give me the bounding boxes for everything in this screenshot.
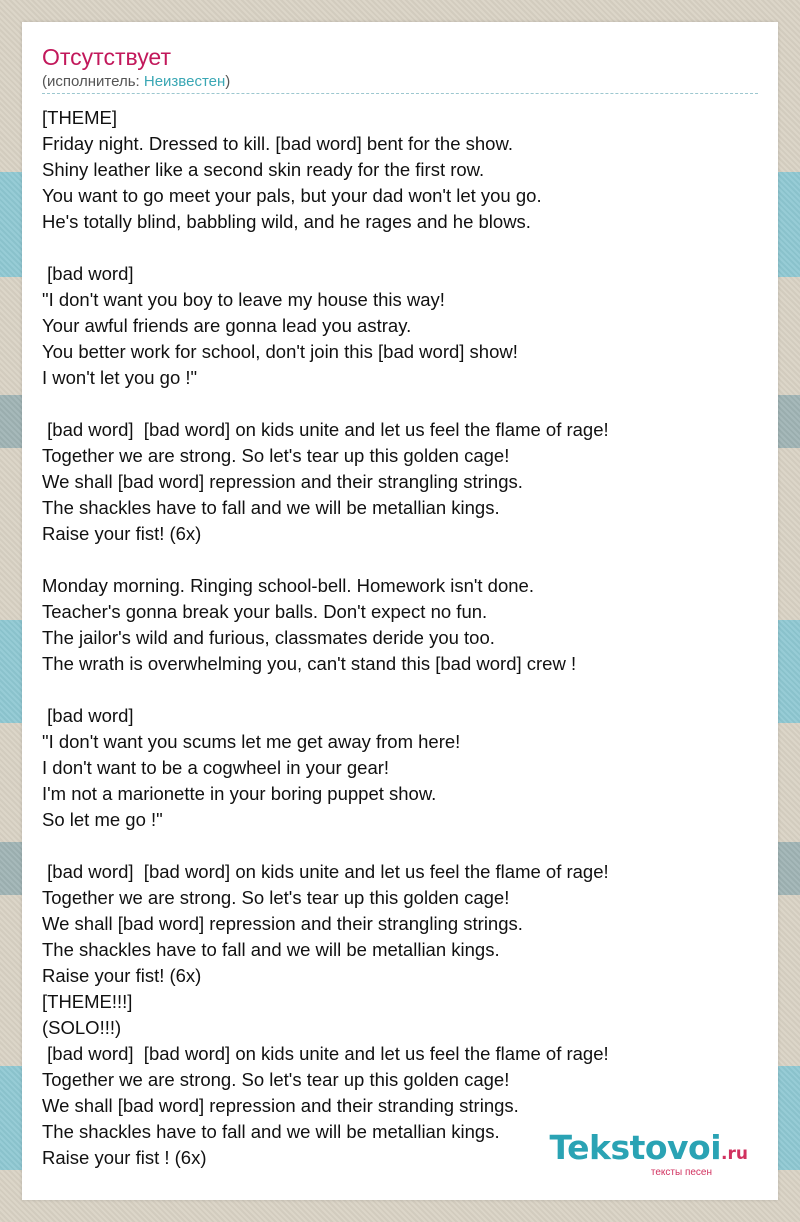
lyric-line: Together we are strong. So let's tear up this golden cage! [42,887,510,908]
logo-name: Tekstovoi [549,1128,722,1167]
lyrics-card [22,22,778,1200]
lyric-line: The shackles have to fall and we will be metallian kings. [42,939,500,960]
lyric-line: Teacher's gonna break your balls. Don't expect no fun. [42,601,488,622]
lyric-line: You want to go meet your pals, but your dad won't let you go. [42,185,542,206]
lyric-line: Shiny leather like a second skin ready for the first row. [42,159,485,180]
lyric-line: [THEME] [42,107,118,128]
lyric-line: I won't let you go !" [42,367,198,388]
lyric-line: Friday night. Dressed to kill. [bad word] bent for the show. [42,133,513,154]
artist-prefix: (исполнитель: [42,73,144,90]
lyric-line: The wrath is overwhelming you, can't stand this [bad word] crew ! [42,653,577,674]
lyric-line: "I don't want you scums let me get away from here! [42,731,461,752]
lyric-line: We shall [bad word] repression and their strangling strings. [42,913,523,934]
lyric-line: [bad word] [bad word] on kids unite and let us feel the flame of rage! [42,1043,609,1064]
lyric-line: "I don't want you boy to leave my house this way! [42,289,445,310]
lyric-line: Your awful friends are gonna lead you astray. [42,315,412,336]
lyric-line: The shackles have to fall and we will be metallian kings. [42,497,500,518]
lyric-line: [bad word] [42,263,134,284]
lyric-blank-line [42,235,762,261]
lyric-line: Monday morning. Ringing school-bell. Homework isn't done. [42,575,534,596]
lyric-line: [bad word] [bad word] on kids unite and let us feel the flame of rage! [42,419,609,440]
lyrics-text [42,105,762,1171]
lyric-line: The shackles have to fall and we will be metallian kings. [42,1121,500,1142]
lyric-line: Raise your fist ! (6x) [42,1147,207,1168]
lyric-line: The jailor's wild and furious, classmates deride you too. [42,627,495,648]
artist-suffix: ) [225,73,231,90]
lyric-blank-line [42,833,762,859]
artist-line [42,73,230,91]
lyric-line: [THEME!!!] [42,991,133,1012]
lyric-line: [bad word] [bad word] on kids unite and let us feel the flame of rage! [42,861,609,882]
lyric-line: We shall [bad word] repression and their strangling strings. [42,471,523,492]
logo-wordmark [549,1128,749,1171]
lyric-line: You better work for school, don't join this [bad word] show! [42,341,518,362]
lyric-blank-line [42,391,762,417]
title-divider [42,93,758,94]
logo-tagline: тексты песен [650,1167,712,1178]
song-title: Отсутствует [42,44,171,70]
lyric-line: Raise your fist! (6x) [42,965,202,986]
logo-tld: .ru [721,1144,748,1164]
site-logo[interactable] [549,1128,749,1178]
lyric-line: (SOLO!!!) [42,1017,122,1038]
lyric-blank-line [42,677,762,703]
lyric-line: Raise your fist! (6x) [42,523,202,544]
lyric-blank-line [42,547,762,573]
lyric-line: I don't want to be a cogwheel in your gear! [42,757,390,778]
lyric-line: So let me go !" [42,809,163,830]
lyric-line: Together we are strong. So let's tear up this golden cage! [42,1069,510,1090]
artist-link[interactable]: Неизвестен [143,73,226,90]
lyric-line: Together we are strong. So let's tear up this golden cage! [42,445,510,466]
lyric-line: He's totally blind, babbling wild, and he rages and he blows. [42,211,531,232]
lyric-line: [bad word] [42,705,134,726]
lyric-line: We shall [bad word] repression and their stranding strings. [42,1095,519,1116]
lyric-line: I'm not a marionette in your boring puppet show. [42,783,437,804]
